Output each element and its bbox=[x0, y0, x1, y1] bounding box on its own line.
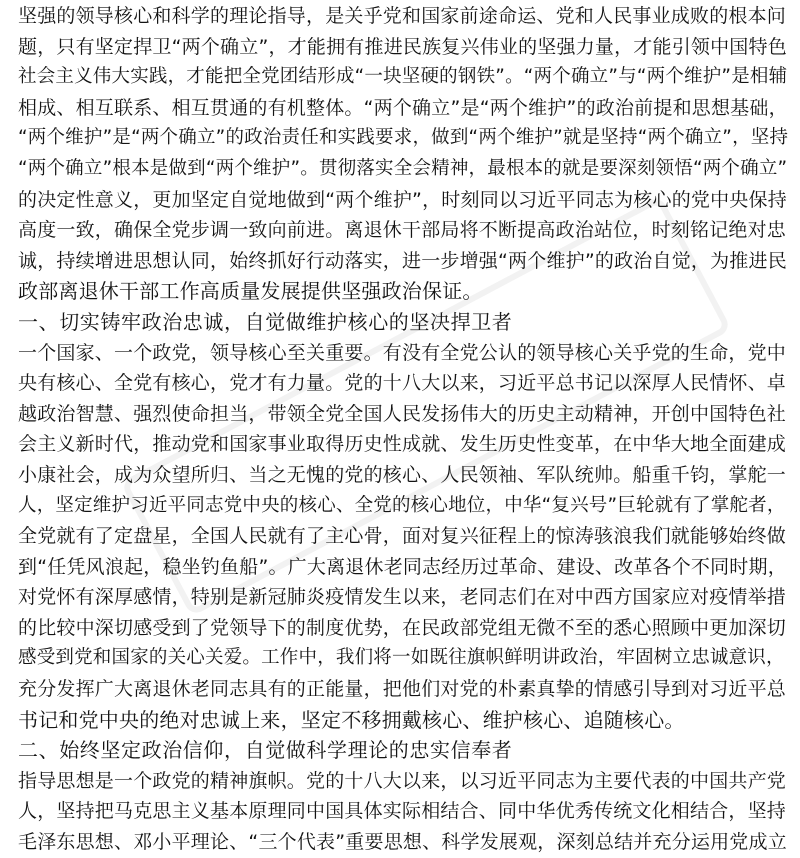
section-heading: 一、切实铸牢政治忠诚，自觉做维护核心的坚决捍卫者 bbox=[18, 309, 513, 334]
paragraph-line: “两个维护”是“两个确立”的政治责任和实践要求，做到“两个维护”就是坚持“两个确立”，坚持 bbox=[18, 127, 789, 149]
paragraph-line: 全党就有了定盘星，全国人民就有了主心骨，面对复兴征程上的惊涛骇浪我们就能够始终做 bbox=[18, 525, 787, 548]
paragraph-line: 指导思想是一个政党的精神旗帜。党的十八大以来，以习近平同志为主要代表的中国共产党 bbox=[18, 769, 787, 792]
paragraph-line: “两个确立”根本是做到“两个维护”。贯彻落实全会精神，最根本的就是要深刻领悟“两个确立” bbox=[18, 157, 788, 179]
paragraph-line: 高度一致，确保全党步调一致向前进。离退休干部局将不断提高政治站位，时刻铭记绝对忠 bbox=[18, 219, 787, 242]
paragraph-line: 央有核心、全党有核心，党才有力量。党的十八大以来，习近平总书记以深厚人民情怀、卓 bbox=[18, 372, 787, 395]
paragraph-line: 人，坚定维护习近平同志党中央的核心、全党的核心地位，中华“复兴号”巨轮就有了掌舵者， bbox=[18, 494, 786, 516]
paragraph-line: 小康社会，成为众望所归、当之无愧的党的核心、人民领袖、军队统帅。船重千钧，掌舵一 bbox=[18, 463, 787, 486]
paragraph-line: 的比较中深切感受到了党领导下的制度优势，在民政部党组无微不至的悉心照顾中更加深切 bbox=[18, 616, 787, 639]
paragraph-line: 的决定性意义，更加坚定自觉地做到“两个维护”，时刻同以习近平同志为核心的党中央保持 bbox=[18, 188, 787, 211]
paragraph-line: 越政治智慧、强烈使命担当，带领全党全国人民发扬伟大的历史主动精神，开创中国特色社 bbox=[18, 402, 787, 425]
paragraph-line: 题，只有坚定捍卫“两个确立”，才能拥有推进民族复兴伟业的坚强力量，才能引领中国特色 bbox=[18, 35, 787, 58]
paragraph-line: 感受到党和国家的关心关爱。工作中，我们将一如既往旗帜鲜明讲政治，牢固树立忠诚意识， bbox=[18, 647, 785, 669]
section-heading: 二、始终坚定政治信仰，自觉做科学理论的忠实信奉者 bbox=[18, 738, 513, 763]
paragraph-line: 人，坚持把马克思主义基本原理同中国具体实际相结合、同中华优秀传统文化相结合，坚持 bbox=[18, 800, 787, 823]
paragraph-line: 会主义新时代，推动党和国家事业取得历史性成就、发生历史性变革，在中华大地全面建成 bbox=[18, 433, 787, 456]
document-body bbox=[18, 1, 788, 858]
paragraph-line: 相成、相互联系、相互贯通的有机整体。“两个确立”是“两个维护”的政治前提和思想基础， bbox=[18, 96, 788, 119]
paragraph-line: 一个国家、一个政党，领导核心至关重要。有没有全党公认的领导核心关乎党的生命，党中 bbox=[18, 341, 787, 364]
paragraph-line: 充分发挥广大离退休老同志具有的正能量，把他们对党的朴素真挚的情感引导到对习近平总 bbox=[18, 678, 787, 701]
paragraph-line: 书记和党中央的绝对忠诚上来，坚定不移拥戴核心、维护核心、追随核心。 bbox=[18, 707, 685, 732]
paragraph-line: 政部离退休干部工作高质量发展提供坚强政治保证。 bbox=[18, 279, 483, 304]
paragraph-line: 对党怀有深厚感情，特别是新冠肺炎疫情发生以来，老同志们在对中西方国家应对疫情举措 bbox=[18, 586, 787, 609]
paragraph-line: 毛泽东思想、邓小平理论、“三个代表”重要思想、科学发展观，深刻总结并充分运用党成立 bbox=[18, 831, 787, 854]
paragraph-line: 到“任凭风浪起，稳坐钓鱼船”。广大离退休老同志经历过革命、建设、改革各个不同时期， bbox=[18, 555, 787, 578]
paragraph-line: 社会主义伟大实践，才能把全党团结形成“一块坚硬的钢铁”。“两个确立”与“两个维护”是相辅 bbox=[18, 66, 788, 88]
paragraph-line: 诚，持续增进思想认同，始终抓好行动落实，进一步增强“两个维护”的政治自觉，为推进民 bbox=[18, 249, 787, 272]
paragraph-line: 坚强的领导核心和科学的理论指导，是关乎党和国家前途命运、党和人民事业成败的根本问 bbox=[18, 5, 787, 27]
